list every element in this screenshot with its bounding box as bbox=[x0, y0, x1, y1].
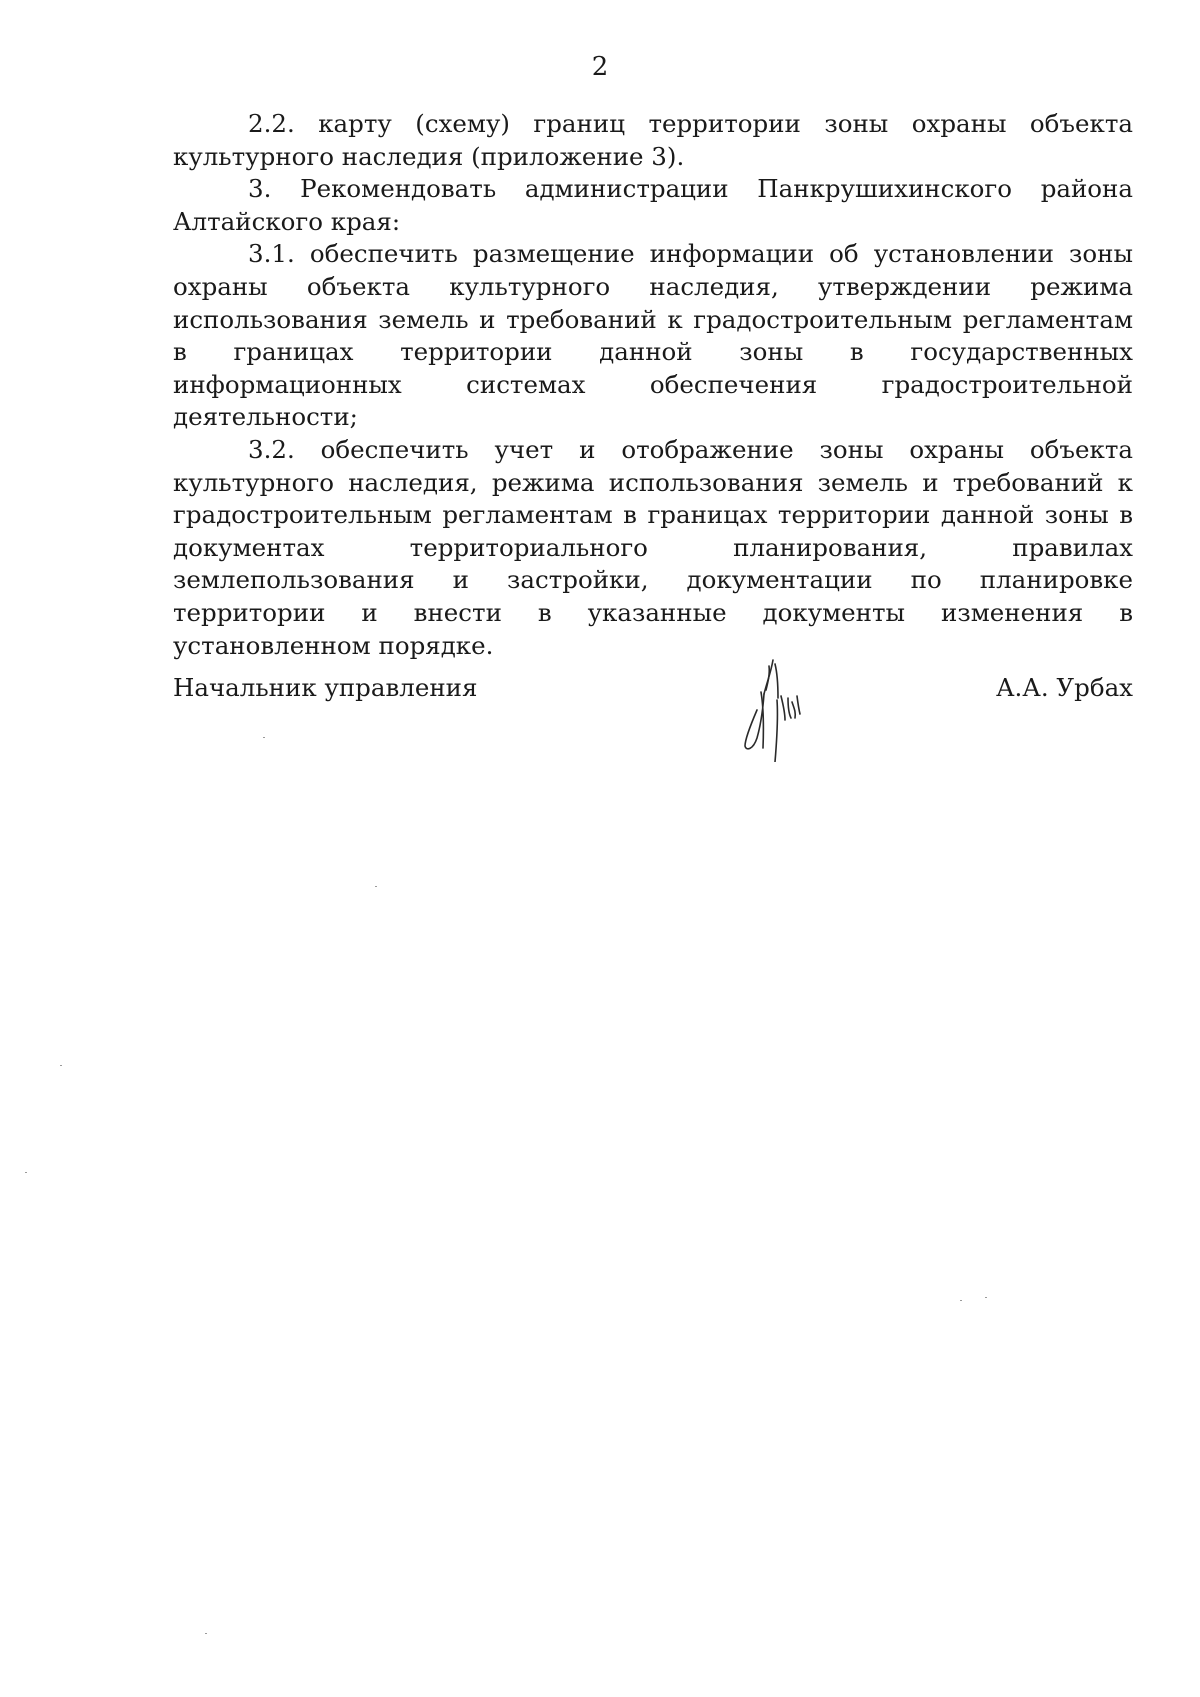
scan-speck bbox=[960, 1300, 962, 1301]
signatory-name: А.А. Урбах bbox=[995, 673, 1133, 702]
scan-speck bbox=[985, 1297, 987, 1298]
signature-block bbox=[173, 666, 1133, 786]
scan-speck bbox=[205, 1633, 207, 1634]
handwritten-signature bbox=[733, 652, 823, 762]
scan-speck bbox=[60, 1065, 62, 1066]
document-body bbox=[173, 108, 1133, 662]
paragraph-3: 3. Рекомендовать администрации Панкрушихинского района Алтайского края: bbox=[173, 174, 1133, 236]
page-number: 2 bbox=[591, 52, 609, 82]
paragraph-3-2: 3.2. обеспечить учет и отображение зоны охраны объекта культурного наследия, режима использования земель и требований к градостроительным регламентам в границах территории данной зоны в документах территориального планирования, правилах землепользования и застройки, документации по планировке территории и внести в указанные документы изменения в установленном порядке. bbox=[173, 434, 1133, 660]
paragraph-3-1: 3.1. обеспечить размещение информации об установлении зоны охраны объекта культурного наследия, утверждении режима использования земель и требований к градостроительным регламентам в границах территории данной зоны в государственных информационных системах обеспечения градостроительной деятельности; bbox=[173, 239, 1133, 432]
scan-speck bbox=[263, 737, 265, 738]
paragraph-2-2: 2.2. карту (схему) границ территории зоны охраны объекта культурного наследия (приложение 3). bbox=[173, 109, 1133, 171]
scan-speck bbox=[25, 1172, 27, 1173]
scan-speck bbox=[375, 886, 377, 887]
signatory-position: Начальник управления bbox=[173, 673, 478, 702]
